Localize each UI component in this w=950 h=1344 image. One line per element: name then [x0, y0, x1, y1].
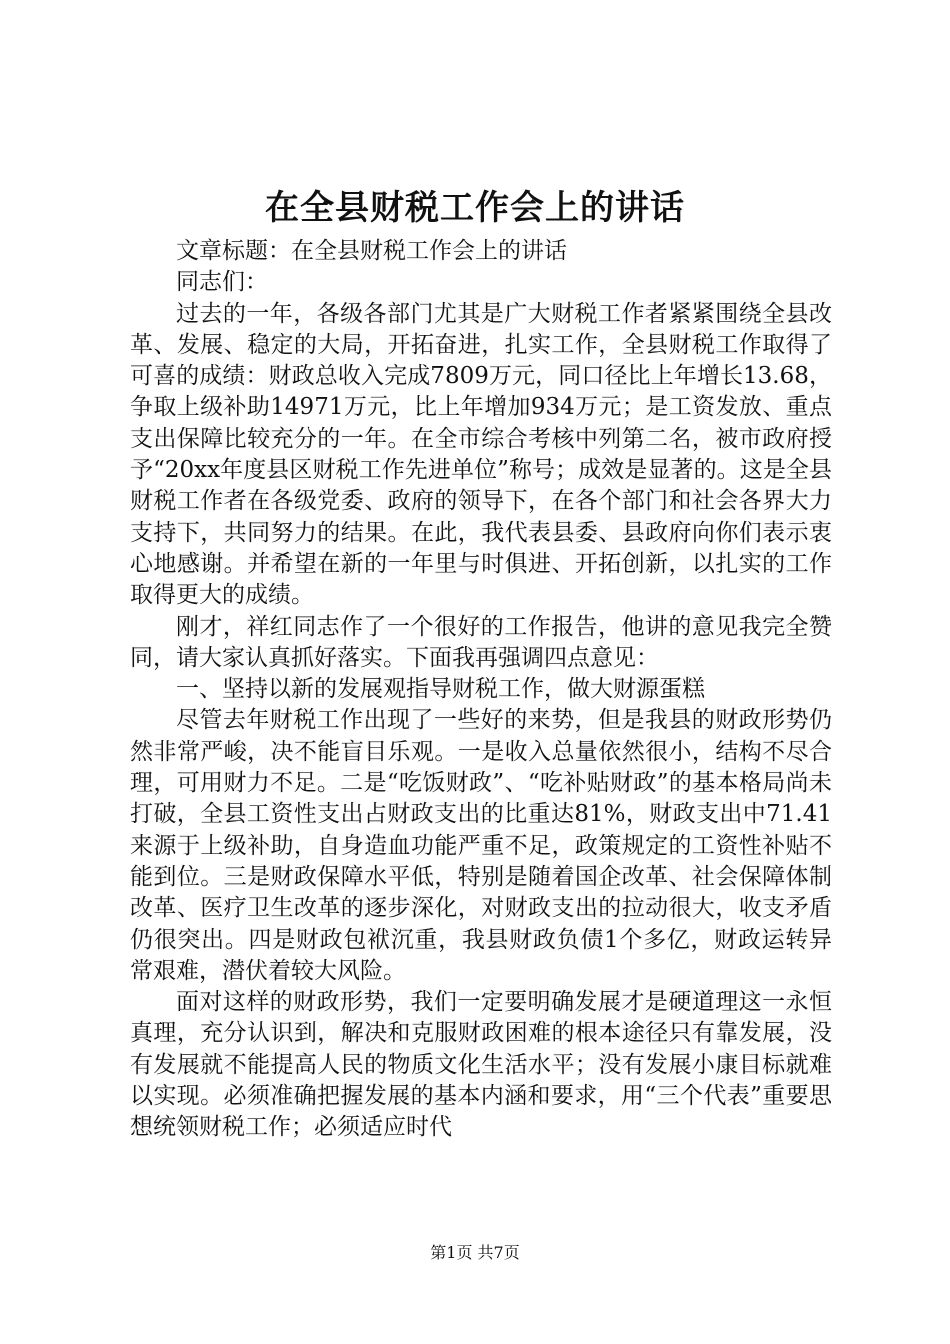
- article-title-line: 文章标题：在全县财税工作会上的讲话: [176, 238, 567, 264]
- paragraph: 过去的一年，各级各部门尤其是广大财税工作者紧紧围绕全县改革、发展、稳定的大局，开拓奋进，扎实工作，全县财税工作取得了可喜的成绩：财政总收入完成7809万元，同口径比上年增长13.68，争取上级补助14971万元，比上年增加934万元；是工资发放、重点支出保障比较充分的一年。在全市综合考核中列第二名，被市政府授予“20xx年度县区财税工作先进单位”称号；成效是显著的。这是全县财税工作者在各级党委、政府的领导下，在各个部门和社会各界大力支持下，共同努力的结果。在此，我代表县委、县政府向你们表示衷心地感谢。并希望在新的一年里与时俱进、开拓创新，以扎实的工作取得更大的成绩。: [130, 300, 832, 609]
- document-title: 在全县财税工作会上的讲话: [265, 188, 685, 228]
- document-body: [130, 236, 832, 1144]
- paragraph: 面对这样的财政形势，我们一定要明确发展才是硬道理这一永恒真理，充分认识到，解决和克服财政困难的根本途径只有靠发展，没有发展就不能提高人民的物质文化生活水平；没有发展小康目标就难以实现。必须准确把握发展的基本内涵和要求，用“三个代表”重要思想统领财税工作；必须适应时代: [130, 989, 832, 1141]
- paragraph: 尽管去年财税工作出现了一些好的来势，但是我县的财政形势仍然非常严峻，决不能盲目乐观。一是收入总量依然很小，结构不尽合理，可用财力不足。二是“吃饭财政”、“吃补贴财政”的基本格局尚未打破，全县工资性支出占财政支出的比重达81%，财政支出中71.41来源于上级补助，自身造血功能严重不足，政策规定的工资性补贴不能到位。三是财政保障水平低，特别是随着国企改革、社会保障体制改革、医疗卫生改革的逐步深化，对财政支出的拉动很大，收支矛盾仍很突出。四是财政包袱沉重，我县财政负债1个多亿，财政运转异常艰难，潜伏着较大风险。: [130, 707, 832, 984]
- page-number: 第1页 共7页: [430, 1243, 520, 1262]
- paragraph: 刚才，祥红同志作了一个很好的工作报告，他讲的意见我完全赞同，请大家认真抓好落实。下面我再强调四点意见：: [130, 613, 832, 671]
- salutation: 同志们：: [176, 269, 268, 296]
- section-heading: 一、坚持以新的发展观指导财税工作，做大财源蛋糕: [176, 676, 705, 703]
